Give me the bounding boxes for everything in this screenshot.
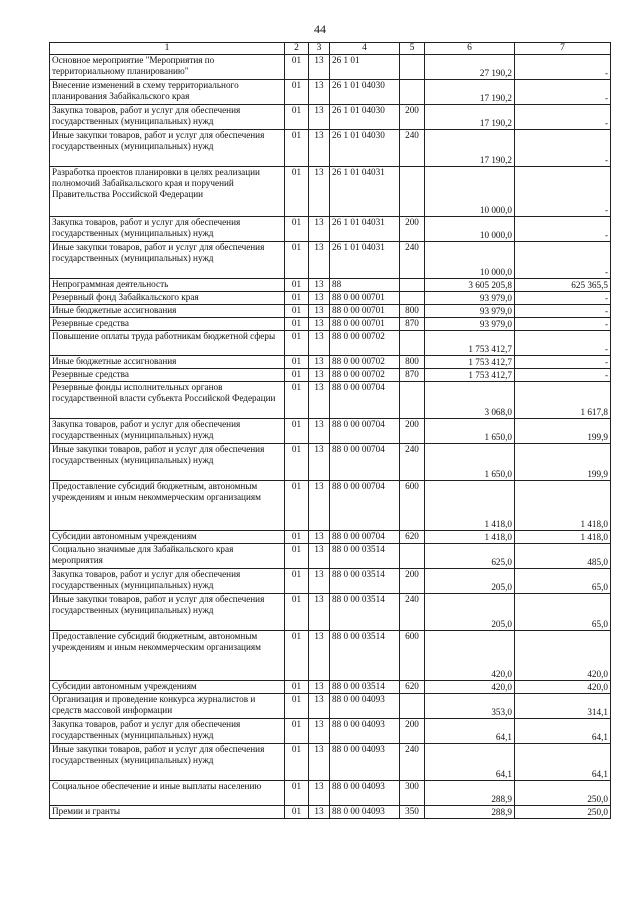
row-target-article-cell: 88 0 00 03514 xyxy=(330,594,400,631)
row-section-cell: 01 xyxy=(285,631,309,681)
row-expense-type-cell: 240 xyxy=(400,444,425,481)
row-expense-type-cell xyxy=(400,331,425,356)
row-subsection-cell: 13 xyxy=(309,356,330,369)
table-row xyxy=(50,356,611,369)
column-header: 6 xyxy=(425,43,515,55)
row-amount-col6-cell: 3 605 205,8 xyxy=(425,279,515,292)
row-target-article-cell: 88 0 00 04093 xyxy=(330,781,400,806)
row-section-cell: 01 xyxy=(285,806,309,819)
row-section-cell: 01 xyxy=(285,694,309,719)
row-amount-col6-cell: 1 753 412,7 xyxy=(425,331,515,356)
row-target-article-cell: 88 0 00 00702 xyxy=(330,369,400,382)
row-section-cell: 01 xyxy=(285,356,309,369)
row-amount-col7-cell: - xyxy=(515,305,611,318)
row-target-article-cell: 26 1 01 04030 xyxy=(330,80,400,105)
page-number: 44 xyxy=(314,22,326,36)
row-expense-type-cell: 350 xyxy=(400,806,425,819)
row-name-cell: Предоставление субсидий бюджетным, автономным учреждениям и иным некоммерческим организациям xyxy=(50,481,285,531)
row-target-article-cell: 26 1 01 04030 xyxy=(330,130,400,167)
row-subsection-cell: 13 xyxy=(309,105,330,130)
row-subsection-cell: 13 xyxy=(309,419,330,444)
row-name-cell: Непрограммная деятельность xyxy=(50,279,285,292)
row-subsection-cell: 13 xyxy=(309,167,330,217)
row-amount-col7-cell: 199,9 xyxy=(515,444,611,481)
row-amount-col7-cell: 1 617,8 xyxy=(515,382,611,419)
table-row xyxy=(50,382,611,419)
row-name-cell: Иные закупки товаров, работ и услуг для обеспечения государственных (муниципальных) нужд xyxy=(50,744,285,781)
row-name-cell: Иные бюджетные ассигнования xyxy=(50,356,285,369)
row-expense-type-cell: 200 xyxy=(400,419,425,444)
row-section-cell: 01 xyxy=(285,242,309,279)
row-section-cell: 01 xyxy=(285,331,309,356)
row-subsection-cell: 13 xyxy=(309,594,330,631)
row-name-cell: Иные бюджетные ассигнования xyxy=(50,305,285,318)
row-amount-col6-cell: 27 190,2 xyxy=(425,55,515,80)
row-amount-col6-cell: 1 753 412,7 xyxy=(425,369,515,382)
table-row xyxy=(50,279,611,292)
column-header: 4 xyxy=(330,43,400,55)
row-subsection-cell: 13 xyxy=(309,719,330,744)
row-section-cell: 01 xyxy=(285,781,309,806)
row-name-cell: Организация и проведение конкурса журналистов и средств массовой информации xyxy=(50,694,285,719)
row-target-article-cell: 88 0 00 00704 xyxy=(330,481,400,531)
row-name-cell: Внесение изменений в схему территориального планирования Забайкальского края xyxy=(50,80,285,105)
row-name-cell: Закупка товаров, работ и услуг для обеспечения государственных (муниципальных) нужд xyxy=(50,419,285,444)
row-name-cell: Предоставление субсидий бюджетным, автономным учреждениям и иным некоммерческим организациям xyxy=(50,631,285,681)
row-section-cell: 01 xyxy=(285,167,309,217)
row-target-article-cell: 88 0 00 00701 xyxy=(330,292,400,305)
row-expense-type-cell: 620 xyxy=(400,531,425,544)
table-row xyxy=(50,130,611,167)
row-target-article-cell: 88 0 00 00701 xyxy=(330,318,400,331)
row-amount-col7-cell: 314,1 xyxy=(515,694,611,719)
row-subsection-cell: 13 xyxy=(309,569,330,594)
row-amount-col6-cell: 288,9 xyxy=(425,781,515,806)
row-amount-col6-cell: 420,0 xyxy=(425,681,515,694)
row-amount-col7-cell: 625 365,5 xyxy=(515,279,611,292)
table-row xyxy=(50,369,611,382)
row-amount-col7-cell: 64,1 xyxy=(515,744,611,781)
row-target-article-cell: 88 xyxy=(330,279,400,292)
column-header: 5 xyxy=(400,43,425,55)
row-amount-col7-cell: 420,0 xyxy=(515,631,611,681)
row-subsection-cell: 13 xyxy=(309,305,330,318)
row-amount-col6-cell: 93 979,0 xyxy=(425,292,515,305)
table-row xyxy=(50,594,611,631)
row-amount-col7-cell: - xyxy=(515,105,611,130)
table-row xyxy=(50,331,611,356)
row-amount-col6-cell: 205,0 xyxy=(425,569,515,594)
table-row xyxy=(50,744,611,781)
row-expense-type-cell: 200 xyxy=(400,719,425,744)
row-amount-col7-cell: - xyxy=(515,356,611,369)
row-amount-col7-cell: 65,0 xyxy=(515,594,611,631)
row-section-cell: 01 xyxy=(285,279,309,292)
row-section-cell: 01 xyxy=(285,594,309,631)
table-row xyxy=(50,80,611,105)
row-subsection-cell: 13 xyxy=(309,631,330,681)
row-amount-col6-cell: 64,1 xyxy=(425,744,515,781)
table-row xyxy=(50,531,611,544)
row-name-cell: Закупка товаров, работ и услуг для обеспечения государственных (муниципальных) нужд xyxy=(50,569,285,594)
column-header: 3 xyxy=(309,43,330,55)
table-row xyxy=(50,681,611,694)
row-name-cell: Социальное обеспечение и иные выплаты населению xyxy=(50,781,285,806)
row-subsection-cell: 13 xyxy=(309,331,330,356)
row-amount-col7-cell: - xyxy=(515,80,611,105)
row-subsection-cell: 13 xyxy=(309,681,330,694)
row-name-cell: Субсидии автономным учреждениям xyxy=(50,531,285,544)
row-expense-type-cell: 240 xyxy=(400,594,425,631)
row-target-article-cell: 88 0 00 03514 xyxy=(330,631,400,681)
row-amount-col7-cell: - xyxy=(515,318,611,331)
row-section-cell: 01 xyxy=(285,681,309,694)
row-expense-type-cell: 870 xyxy=(400,318,425,331)
row-target-article-cell: 88 0 00 00704 xyxy=(330,531,400,544)
row-amount-col7-cell: 1 418,0 xyxy=(515,481,611,531)
row-amount-col6-cell: 420,0 xyxy=(425,631,515,681)
table-row xyxy=(50,55,611,80)
row-amount-col6-cell: 353,0 xyxy=(425,694,515,719)
row-subsection-cell: 13 xyxy=(309,806,330,819)
row-expense-type-cell: 800 xyxy=(400,356,425,369)
row-amount-col7-cell: - xyxy=(515,217,611,242)
row-subsection-cell: 13 xyxy=(309,744,330,781)
row-amount-col7-cell: 65,0 xyxy=(515,569,611,594)
table-row xyxy=(50,105,611,130)
row-amount-col6-cell: 17 190,2 xyxy=(425,80,515,105)
row-target-article-cell: 88 0 00 04093 xyxy=(330,806,400,819)
row-amount-col6-cell: 1 753 412,7 xyxy=(425,356,515,369)
row-subsection-cell: 13 xyxy=(309,382,330,419)
table-row xyxy=(50,719,611,744)
row-amount-col7-cell: - xyxy=(515,130,611,167)
row-name-cell: Закупка товаров, работ и услуг для обеспечения государственных (муниципальных) нужд xyxy=(50,719,285,744)
table-row xyxy=(50,292,611,305)
table-row xyxy=(50,318,611,331)
row-subsection-cell: 13 xyxy=(309,544,330,569)
row-amount-col7-cell: - xyxy=(515,369,611,382)
row-section-cell: 01 xyxy=(285,80,309,105)
row-expense-type-cell xyxy=(400,544,425,569)
row-subsection-cell: 13 xyxy=(309,781,330,806)
row-target-article-cell: 88 0 00 00704 xyxy=(330,382,400,419)
row-section-cell: 01 xyxy=(285,292,309,305)
row-subsection-cell: 13 xyxy=(309,130,330,167)
budget-table xyxy=(49,42,611,819)
row-section-cell: 01 xyxy=(285,217,309,242)
row-subsection-cell: 13 xyxy=(309,217,330,242)
row-expense-type-cell xyxy=(400,80,425,105)
row-name-cell: Основное мероприятие "Мероприятия по территориальному планированию" xyxy=(50,55,285,80)
row-name-cell: Резервные средства xyxy=(50,318,285,331)
row-name-cell: Иные закупки товаров, работ и услуг для обеспечения государственных (муниципальных) нужд xyxy=(50,444,285,481)
row-section-cell: 01 xyxy=(285,719,309,744)
row-subsection-cell: 13 xyxy=(309,694,330,719)
table-row xyxy=(50,444,611,481)
row-target-article-cell: 88 0 00 04093 xyxy=(330,744,400,781)
row-amount-col6-cell: 1 418,0 xyxy=(425,481,515,531)
row-subsection-cell: 13 xyxy=(309,531,330,544)
row-name-cell: Иные закупки товаров, работ и услуг для обеспечения государственных (муниципальных) нужд xyxy=(50,130,285,167)
row-amount-col6-cell: 17 190,2 xyxy=(425,105,515,130)
row-subsection-cell: 13 xyxy=(309,80,330,105)
row-section-cell: 01 xyxy=(285,55,309,80)
row-target-article-cell: 26 1 01 04030 xyxy=(330,105,400,130)
row-amount-col7-cell: 64,1 xyxy=(515,719,611,744)
row-subsection-cell: 13 xyxy=(309,55,330,80)
row-subsection-cell: 13 xyxy=(309,444,330,481)
row-amount-col6-cell: 17 190,2 xyxy=(425,130,515,167)
header-row xyxy=(50,43,611,55)
row-name-cell: Иные закупки товаров, работ и услуг для обеспечения государственных (муниципальных) нужд xyxy=(50,242,285,279)
row-target-article-cell: 26 1 01 04031 xyxy=(330,167,400,217)
table-row xyxy=(50,217,611,242)
row-name-cell: Иные закупки товаров, работ и услуг для обеспечения государственных (муниципальных) нужд xyxy=(50,594,285,631)
row-section-cell: 01 xyxy=(285,481,309,531)
row-name-cell: Закупка товаров, работ и услуг для обеспечения государственных (муниципальных) нужд xyxy=(50,217,285,242)
row-section-cell: 01 xyxy=(285,382,309,419)
row-section-cell: 01 xyxy=(285,544,309,569)
row-name-cell: Разработка проектов планировки в целях реализации полномочий Забайкальского края и поручений Правительства Российской Федерации xyxy=(50,167,285,217)
table-row xyxy=(50,806,611,819)
row-expense-type-cell: 200 xyxy=(400,569,425,594)
row-amount-col6-cell: 93 979,0 xyxy=(425,318,515,331)
row-amount-col7-cell: 250,0 xyxy=(515,781,611,806)
row-amount-col6-cell: 1 650,0 xyxy=(425,444,515,481)
row-amount-col6-cell: 1 650,0 xyxy=(425,419,515,444)
row-subsection-cell: 13 xyxy=(309,279,330,292)
row-subsection-cell: 13 xyxy=(309,481,330,531)
row-name-cell: Премии и гранты xyxy=(50,806,285,819)
row-target-article-cell: 88 0 00 03514 xyxy=(330,681,400,694)
row-name-cell: Резервные фонды исполнительных органов государственной власти субъекта Российской Федерации xyxy=(50,382,285,419)
row-expense-type-cell xyxy=(400,292,425,305)
row-expense-type-cell xyxy=(400,279,425,292)
row-amount-col7-cell: 485,0 xyxy=(515,544,611,569)
row-section-cell: 01 xyxy=(285,369,309,382)
row-expense-type-cell: 300 xyxy=(400,781,425,806)
row-amount-col6-cell: 10 000,0 xyxy=(425,167,515,217)
row-target-article-cell: 88 0 00 00702 xyxy=(330,331,400,356)
row-amount-col7-cell: - xyxy=(515,167,611,217)
row-target-article-cell: 88 0 00 04093 xyxy=(330,694,400,719)
row-expense-type-cell: 200 xyxy=(400,105,425,130)
row-name-cell: Резервные средства xyxy=(50,369,285,382)
row-section-cell: 01 xyxy=(285,531,309,544)
row-expense-type-cell: 600 xyxy=(400,481,425,531)
row-section-cell: 01 xyxy=(285,744,309,781)
row-amount-col6-cell: 205,0 xyxy=(425,594,515,631)
row-section-cell: 01 xyxy=(285,318,309,331)
row-expense-type-cell xyxy=(400,167,425,217)
row-expense-type-cell: 240 xyxy=(400,242,425,279)
row-name-cell: Социально значимые для Забайкальского края мероприятия xyxy=(50,544,285,569)
row-section-cell: 01 xyxy=(285,305,309,318)
row-section-cell: 01 xyxy=(285,569,309,594)
row-amount-col7-cell: - xyxy=(515,242,611,279)
row-amount-col6-cell: 288,9 xyxy=(425,806,515,819)
table-row xyxy=(50,419,611,444)
row-target-article-cell: 88 0 00 03514 xyxy=(330,569,400,594)
row-expense-type-cell: 240 xyxy=(400,130,425,167)
table-row xyxy=(50,694,611,719)
row-amount-col7-cell: 199,9 xyxy=(515,419,611,444)
row-target-article-cell: 88 0 00 03514 xyxy=(330,544,400,569)
row-section-cell: 01 xyxy=(285,130,309,167)
row-subsection-cell: 13 xyxy=(309,242,330,279)
column-header: 2 xyxy=(285,43,309,55)
row-amount-col6-cell: 10 000,0 xyxy=(425,217,515,242)
row-name-cell: Резервный фонд Забайкальского края xyxy=(50,292,285,305)
row-name-cell: Повышение оплаты труда работникам бюджетной сферы xyxy=(50,331,285,356)
row-amount-col7-cell: 420,0 xyxy=(515,681,611,694)
row-section-cell: 01 xyxy=(285,419,309,444)
row-amount-col7-cell: 250,0 xyxy=(515,806,611,819)
row-expense-type-cell: 870 xyxy=(400,369,425,382)
row-amount-col7-cell: - xyxy=(515,292,611,305)
row-amount-col7-cell: - xyxy=(515,331,611,356)
row-name-cell: Субсидии автономным учреждениям xyxy=(50,681,285,694)
table-row xyxy=(50,569,611,594)
row-amount-col6-cell: 64,1 xyxy=(425,719,515,744)
table-row xyxy=(50,167,611,217)
table-row xyxy=(50,781,611,806)
column-header: 7 xyxy=(515,43,611,55)
row-expense-type-cell xyxy=(400,382,425,419)
column-header: 1 xyxy=(50,43,285,55)
row-expense-type-cell: 200 xyxy=(400,217,425,242)
table-row xyxy=(50,544,611,569)
row-name-cell: Закупка товаров, работ и услуг для обеспечения государственных (муниципальных) нужд xyxy=(50,105,285,130)
table-row xyxy=(50,631,611,681)
row-expense-type-cell: 800 xyxy=(400,305,425,318)
row-target-article-cell: 88 0 00 00701 xyxy=(330,305,400,318)
row-section-cell: 01 xyxy=(285,444,309,481)
row-amount-col7-cell: - xyxy=(515,55,611,80)
row-expense-type-cell xyxy=(400,694,425,719)
row-expense-type-cell: 600 xyxy=(400,631,425,681)
row-subsection-cell: 13 xyxy=(309,318,330,331)
row-target-article-cell: 88 0 00 00702 xyxy=(330,356,400,369)
row-target-article-cell: 26 1 01 04031 xyxy=(330,217,400,242)
row-amount-col6-cell: 3 068,0 xyxy=(425,382,515,419)
row-expense-type-cell xyxy=(400,55,425,80)
row-subsection-cell: 13 xyxy=(309,369,330,382)
row-target-article-cell: 88 0 00 04093 xyxy=(330,719,400,744)
row-subsection-cell: 13 xyxy=(309,292,330,305)
table-row xyxy=(50,481,611,531)
row-target-article-cell: 88 0 00 00704 xyxy=(330,419,400,444)
row-amount-col6-cell: 10 000,0 xyxy=(425,242,515,279)
row-expense-type-cell: 240 xyxy=(400,744,425,781)
row-amount-col6-cell: 625,0 xyxy=(425,544,515,569)
row-amount-col7-cell: 1 418,0 xyxy=(515,531,611,544)
row-amount-col6-cell: 93 979,0 xyxy=(425,305,515,318)
row-amount-col6-cell: 1 418,0 xyxy=(425,531,515,544)
row-target-article-cell: 26 1 01 04031 xyxy=(330,242,400,279)
row-target-article-cell: 26 1 01 xyxy=(330,55,400,80)
row-expense-type-cell: 620 xyxy=(400,681,425,694)
table-row xyxy=(50,242,611,279)
row-section-cell: 01 xyxy=(285,105,309,130)
row-target-article-cell: 88 0 00 00704 xyxy=(330,444,400,481)
table-row xyxy=(50,305,611,318)
